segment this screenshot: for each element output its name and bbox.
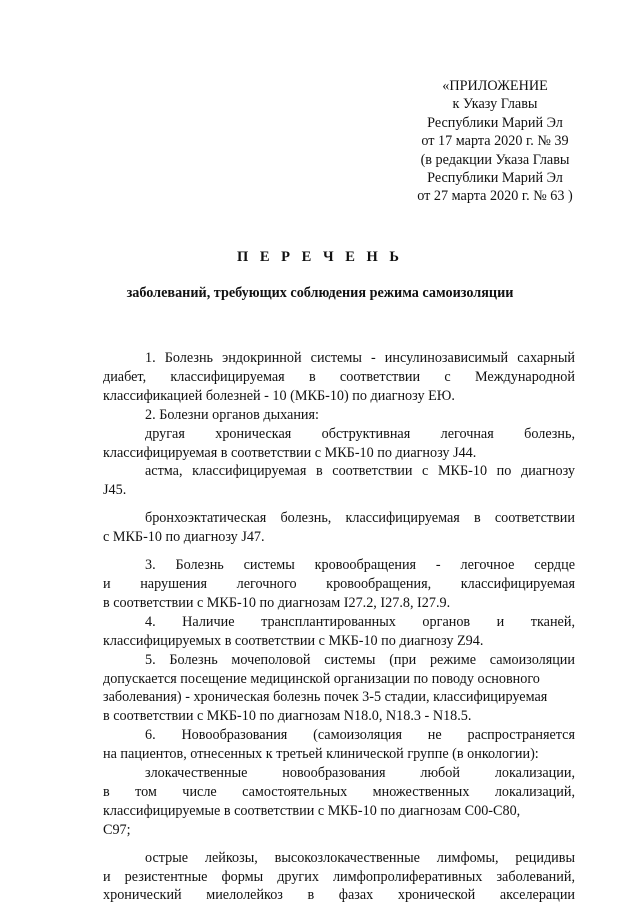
- body-line: 3. Болезнь системы кровообращения - легочное сердце: [145, 557, 575, 574]
- body-line: с МКБ-10 по диагнозу J47.: [103, 529, 265, 546]
- header-line: Республики Марий Эл: [427, 114, 563, 131]
- body-line: и резистентные формы других лимфопролиферативных заболеваний,: [103, 868, 575, 885]
- body-line: бронхоэктатическая болезнь, классифицируемая в соответствии: [145, 510, 575, 527]
- body-line: классифицируемые в соответствии с МКБ-10 по диагнозам С00-С80,: [103, 802, 521, 819]
- body-line: и нарушения легочного кровообращения, классифицируемая: [103, 575, 575, 592]
- header-line: к Указу Главы: [452, 96, 538, 113]
- body-line: 1. Болезнь эндокринной системы - инсулинозависимый сахарный: [145, 350, 575, 366]
- body-line: С97;: [103, 821, 131, 838]
- header-line: от 17 марта 2020 г. № 39: [421, 133, 569, 150]
- body-line: J45.: [103, 482, 127, 499]
- body-line: диабет, классифицируемая в соответствии с Международной: [103, 368, 575, 385]
- body-line: в соответствии с МКБ-10 по диагнозам I27.2, I27.8, I27.9.: [103, 594, 451, 611]
- body-line: другая хроническая обструктивная легочная болезнь,: [145, 425, 575, 442]
- header-line: от 27 марта 2020 г. № 63 ): [417, 188, 573, 205]
- body-line: злокачественные новообразования любой локализации,: [145, 765, 575, 782]
- body-line: классифицируемых в соответствии с МКБ-10 по диагнозу Z94.: [103, 632, 484, 649]
- appendix-header: [395, 77, 595, 206]
- body-line: заболевания) - хроническая болезнь почек 3-5 стадии, классифицируемая: [103, 689, 548, 706]
- body-line: 2. Болезни органов дыхания:: [145, 406, 319, 423]
- body-line: острые лейкозы, высокозлокачественные лимфомы, рецидивы: [145, 849, 575, 866]
- document-title: П Е Р Е Ч Е Н Ь: [236, 249, 404, 265]
- header-line: Республики Марий Эл: [427, 170, 563, 187]
- body-line: 5. Болезнь мочеполовой системы (при режиме самоизоляции: [145, 651, 575, 668]
- body-line: на пациентов, отнесенных к третьей клинической группе (в онкологии):: [103, 746, 539, 763]
- body-line: 6. Новообразования (самоизоляция не распространяется: [145, 727, 575, 744]
- body-line: 4. Наличие трансплантированных органов и тканей,: [145, 613, 575, 630]
- header-line: «ПРИЛОЖЕНИЕ: [442, 78, 548, 94]
- body-line: в соответствии с МКБ-10 по диагнозам N18.0, N18.3 - N18.5.: [103, 708, 472, 725]
- body-line: в том числе самостоятельных множественных локализаций,: [103, 783, 575, 800]
- body-line: допускается посещение медицинской организации по поводу основного: [103, 670, 540, 687]
- body-line: хронический миелолейкоз в фазах хронической акселерации: [103, 887, 575, 904]
- document-body: [103, 349, 575, 905]
- body-line: астма, классифицируемая в соответствии с МКБ-10 по диагнозу: [145, 463, 575, 480]
- body-line: классифицируемая в соответствии с МКБ-10 по диагнозу J44.: [103, 444, 477, 461]
- body-line: классификацией болезней - 10 (МКБ-10) по диагнозу ЕЮ.: [103, 387, 455, 404]
- header-line: (в редакции Указа Главы: [420, 151, 570, 168]
- document-subtitle: заболеваний, требующих соблюдения режима самоизоляции: [126, 285, 514, 301]
